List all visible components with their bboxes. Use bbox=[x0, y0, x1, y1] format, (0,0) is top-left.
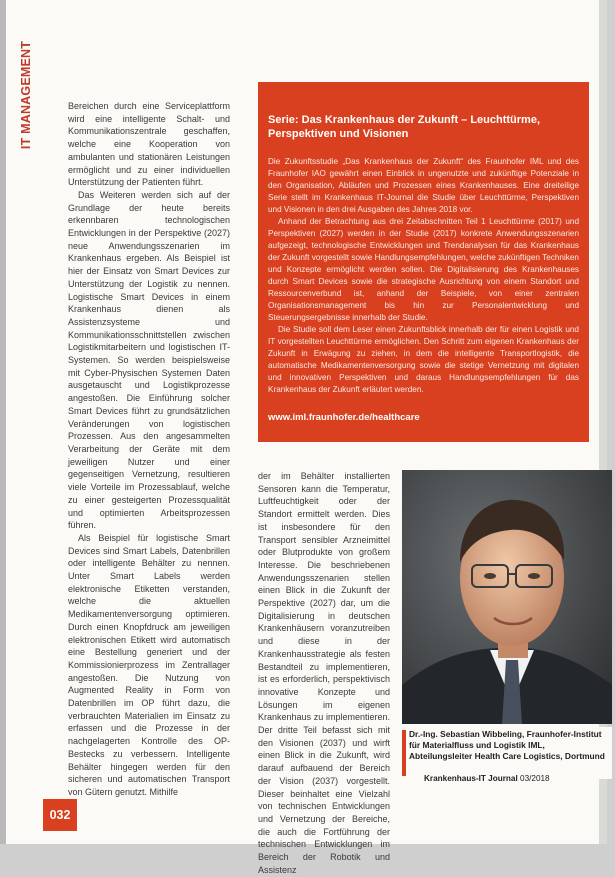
portrait-image bbox=[402, 470, 612, 724]
section-label bbox=[16, 28, 46, 168]
section-label-text: IT MANAGEMENT bbox=[19, 40, 33, 150]
series-link[interactable]: www.iml.fraunhofer.de/healthcare bbox=[268, 412, 420, 423]
magazine-page bbox=[6, 0, 607, 875]
caption-accent-bar bbox=[402, 730, 406, 776]
journal-footer bbox=[424, 774, 550, 783]
caption-text: Dr.-Ing. Sebastian Wibbeling, Fraunhofer-Institut für Materialfluss und Logistik IML, Abteilungsleiter Health Care Logistics, Dortmund bbox=[409, 729, 605, 762]
series-paragraph: Die Studie soll dem Leser einen Zukunftsblick innerhalb der für einen Logistik und IT vorgestellten Leuchttürme ermöglichen. Den Schritt zum eigenen Krankenhaus der Zukunft in Erwägung zu ziehen, in dem die intelligente Transportlogistik, die automatische Medikamentenversorgung sowie die stetige Vernetzung mit digitalen und innovativen Perspektiven und daraus Handlungsempfehlungen für das Krankenhaus der Zukunft erläutert werden. bbox=[268, 325, 579, 394]
series-paragraph: Die Zukunftsstudie „Das Krankenhaus der Zukunft“ des Fraunhofer IML und des Fraunhofer IAO gewährt einen Einblick in ungenutzte und zukünftige Potenziale in den Organisation, Abläufen und Prozessen eines Krankenhauses. Eine dreiteilige Serie stellt im Krankenhaus IT-Journal die Studie über Leuchttürme, Perspektiven und Visionen in den drei Ausgaben des Jahres 2018 vor. bbox=[268, 157, 579, 214]
journal-name: Krankenhaus-IT Journal bbox=[424, 774, 518, 783]
article-column-1 bbox=[68, 100, 230, 799]
journal-issue: 03/2018 bbox=[520, 774, 550, 783]
page-number: 032 bbox=[43, 799, 77, 831]
series-paragraph: Anhand der Betrachtung aus drei Zeitabschnitten Teil 1 Leuchttürme (2017) und Perspektiven (2027) werden in der Studie (2017) konkrete Anwendungsszenarien aufgezeigt, technologische Entwicklungen und Trendanalysen für das Krankenhaus der Zukunft vorgestellt sowie Handlungsempfehlungen, welche zukünftigen Techniken und Konzepte ermöglicht werden sollen. Die Digitalisierung des Krankenhauses durch Smart Devices sowie die strategische Ausrichtung von einem Standort und Ressourcenverbund ist, anhand der Beispiele, von einer zentralen Organisationsmanagement bis hin zur Personalentwicklung und Steuerungsergebnisse innerhalb der Studie. bbox=[268, 217, 579, 322]
article-column-2 bbox=[258, 470, 390, 877]
series-title: Serie: Das Krankenhaus der Zukunft – Leuchttürme, Perspektiven und Visionen bbox=[268, 114, 541, 140]
series-info-box bbox=[258, 82, 589, 442]
paragraph: Als Beispiel für logistische Smart Devices sind Smart Labels, Datenbrillen oder intelligente Behälter zu nennen. Unter Smart Labels werden elektronische Etiketten verstanden, welche die aktuellen Medikamentenversorgung optimieren. Durch einen Knopfdruck am jeweiligen elektronischen Etikett wird automatisch eine Bestellung generiert und der Kommissionierprozess im Zentrallager angestoßen. Die Nutzung von Augmented Reality in Form von Datenbrillen im OP führt dazu, die verbrauchten Materialien im Einsatz zu erfassen und die Prozesse in der nachgelagerten Kontrolle des OP-Bestecks zu verbessern. Intelligente Behälter hingegen werden für den sicheren und automatischen Transport von Gütern genutzt. Mithilfe bbox=[68, 532, 230, 797]
photo-caption bbox=[402, 727, 612, 779]
series-body bbox=[268, 156, 579, 396]
paragraph: Bereichen durch eine Serviceplattform wird eine intelligente Schalt- und Kommunikationszentrale geschaffen, welche eine Kooperation von ambulanten und stationären Leistungen ermöglicht und zu einer individuellen Unterstützung der Patienten führt. bbox=[68, 101, 230, 188]
paragraph: Das Weiteren werden sich auf der Grundlage der heute bereits erkennbaren technologischen Entwicklungen in der Perspektive (2027) neue Anwendungsszenarien im Krankenhaus ergeben. Als Beispiel ist hier der Einsatz von Smart Devices zur Unterstützung der Logistik zu nennen. Logistische Smart Devices in einem Krankenhaus dienen als Assistenzsysteme und Kommunikationsschnittstellen zwischen Logistikmitarbeitern und logistischen IT-Systemen. So werden beispielsweise mit Cyber-Physischen Systemen Daten ausgetauscht und Logistikprozesse angestoßen. Die Einführung solcher Smart Devices führt zu grundsätzlichen Veränderungen von logistischen Prozessen. Aus den angesammelten Verarbeitung der Geräte mit dem jeweiligen Nutzer und einer gegenseitigen Vernetzung, resultieren viele Vorteile im Prozessablauf, welche zu einer gesteigerten Prozessqualität und optimierten Arbeitsprozessen führen. bbox=[68, 189, 230, 531]
author-photo bbox=[402, 470, 612, 724]
paragraph: der im Behälter installierten Sensoren kann die Temperatur, Luftfeuchtigkeit oder der Standort ermittelt werden. Dies ist insbesondere für den Transport sensibler Arzneimittel oder Blutprodukte von großem Interesse. Die beschriebenen Anwendungsszenarien stellen einen Blick in die Zukunft der Perspektive (2027) dar, um die Digitalisierung in deutschen Krankenhäusern voranzutreiben und diese in der Krankenhausstrategie als festen Bestandteil zu implementieren, ist es erforderlich, perspektivisch innovative Konzepte und Lösungen im eigenen Krankenhaus zu implementieren. Der dritte Teil befasst sich mit den Visionen (2037) und wirft einen Blick in die Zukunft, wird darauf aufbauend der Bereich der Vision (2037) vorgestellt. Dieser beinhaltet eine Vielzahl von technischen Entwicklungen und Vernetzung der Bereiche, die auch die Fortführung der technischen Entwicklungen im Bereich der Robotik und Assistenz bbox=[258, 471, 390, 875]
